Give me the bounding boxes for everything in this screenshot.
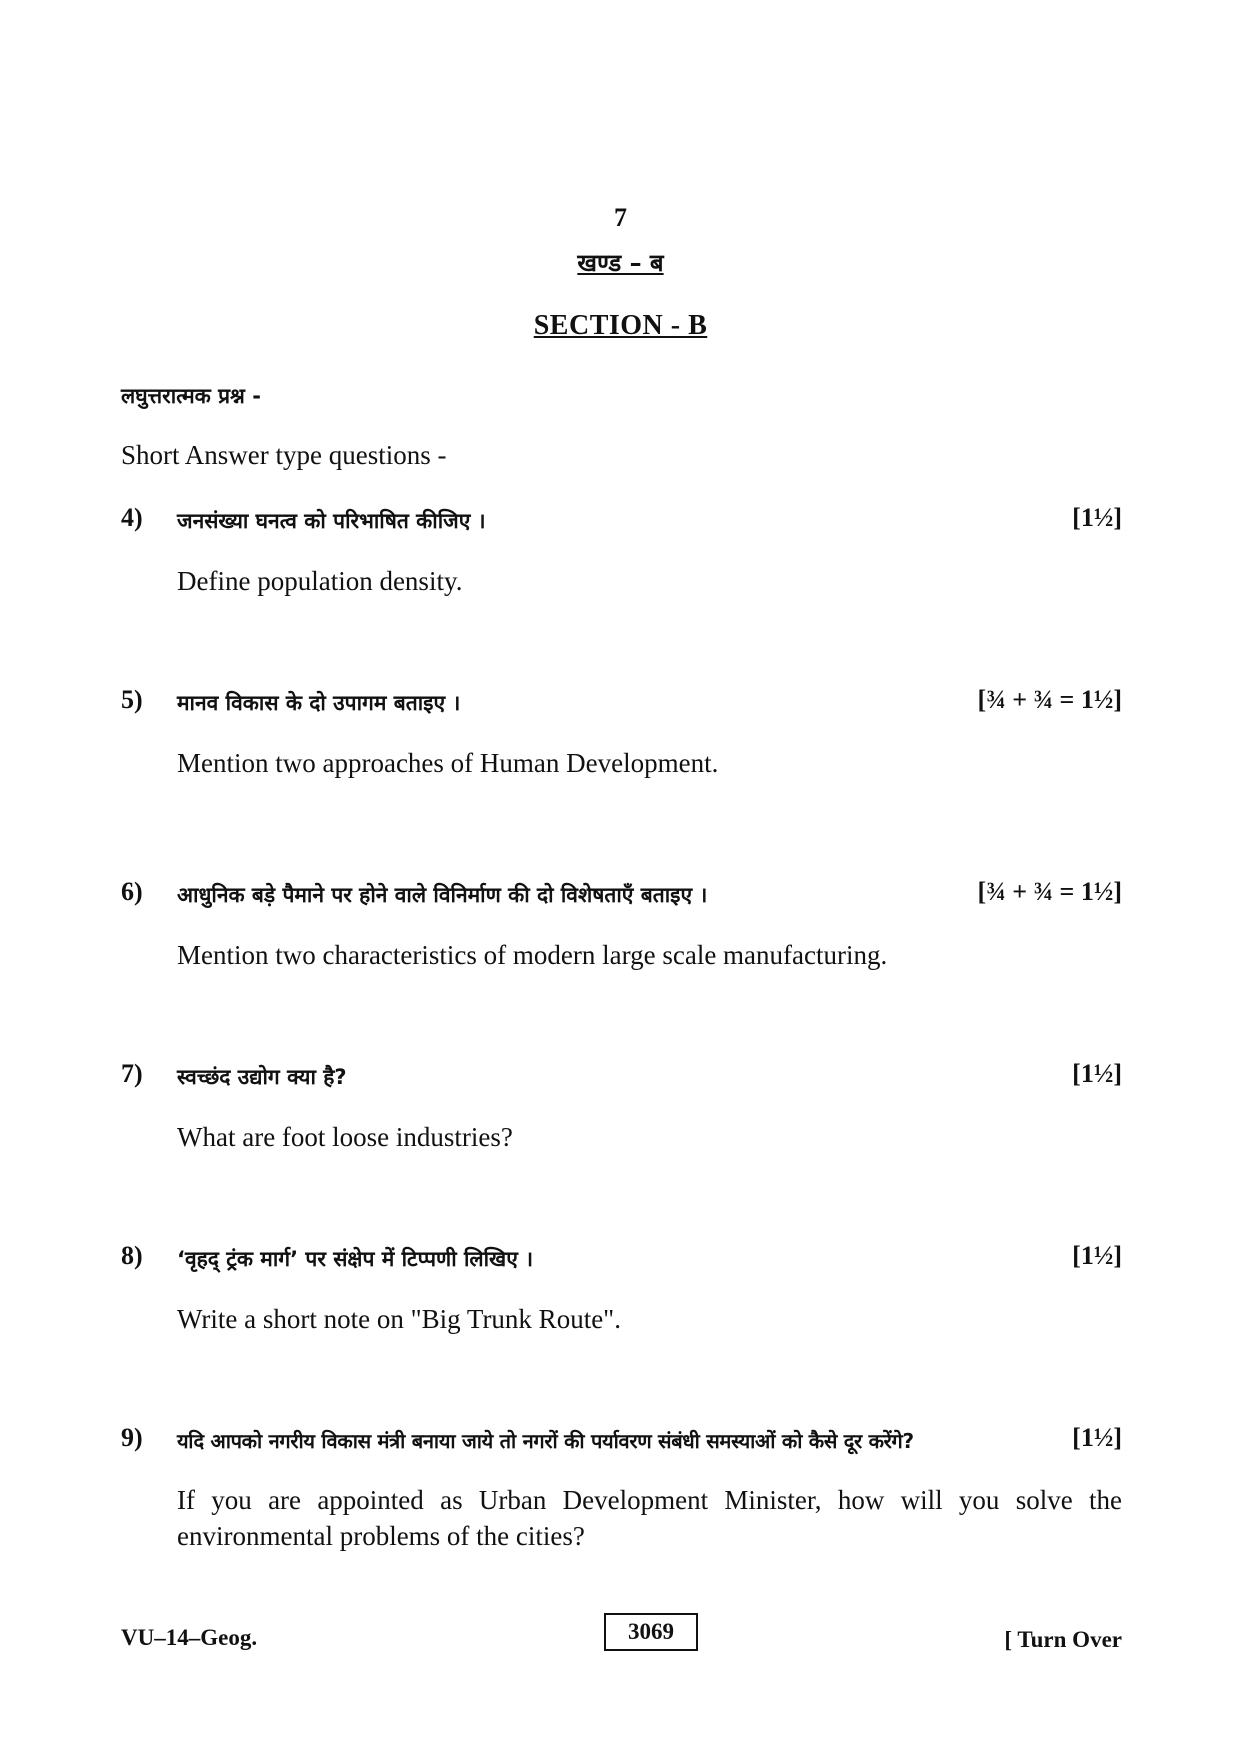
question-hindi: स्वच्छंद उद्योग क्या है? [177, 1065, 347, 1089]
question-hindi: जनसंख्या घनत्व को परिभाषित कीजिए । [177, 509, 486, 533]
footer-turn-over: [ Turn Over [1004, 1627, 1122, 1652]
page-number: 7 [614, 203, 627, 232]
section-title: SECTION - B [533, 310, 708, 341]
question-english: Mention two approaches of Human Development. [177, 748, 719, 778]
question-marks: [¾ + ¾ = 1½] [977, 877, 1122, 906]
question-number: 7) [121, 1059, 143, 1088]
question-english: What are foot loose industries? [177, 1122, 513, 1152]
question-number: 6) [121, 877, 143, 906]
question-english: Define population density. [177, 566, 463, 596]
footer-paper-code: VU–14–Geog. [121, 1625, 258, 1650]
question-number: 4) [121, 503, 143, 532]
question-number: 9) [121, 1423, 143, 1452]
question-marks: [¾ + ¾ = 1½] [977, 685, 1122, 714]
question-hindi: आधुनिक बड़े पैमाने पर होने वाले विनिर्माण की दो विशेषताएँ बताइए । [177, 883, 708, 907]
question-english: Write a short note on "Big Trunk Route". [177, 1304, 621, 1334]
question-marks: [1½] [1072, 503, 1122, 532]
footer-serial-box: 3069 [604, 1613, 698, 1651]
hindi-heading: लघुत्तरात्मक प्रश्न - [121, 384, 261, 408]
question-marks: [1½] [1072, 1423, 1122, 1452]
question-marks: [1½] [1072, 1241, 1122, 1270]
question-marks: [1½] [1072, 1059, 1122, 1088]
question-hindi: मानव विकास के दो उपागम बताइए । [177, 691, 461, 715]
hindi-section-title: खण्ड – ब [577, 249, 664, 277]
question-hindi: ‘वृहद् ट्रंक मार्ग’ पर संक्षेप में टिप्पणी लिखिए । [177, 1247, 534, 1271]
english-heading: Short Answer type questions - [121, 440, 447, 470]
question-hindi: यदि आपको नगरीय विकास मंत्री बनाया जाये तो नगरों की पर्यावरण संबंधी समस्याओं को कैसे दूर करेंगे? [177, 1429, 914, 1453]
question-english: Mention two characteristics of modern large scale manufacturing. [177, 940, 888, 970]
question-number: 8) [121, 1241, 143, 1270]
question-english: If you are appointed as Urban Development Minister, how will you solve the environmental problems of the cities? [177, 1485, 1122, 1551]
question-number: 5) [121, 685, 143, 714]
